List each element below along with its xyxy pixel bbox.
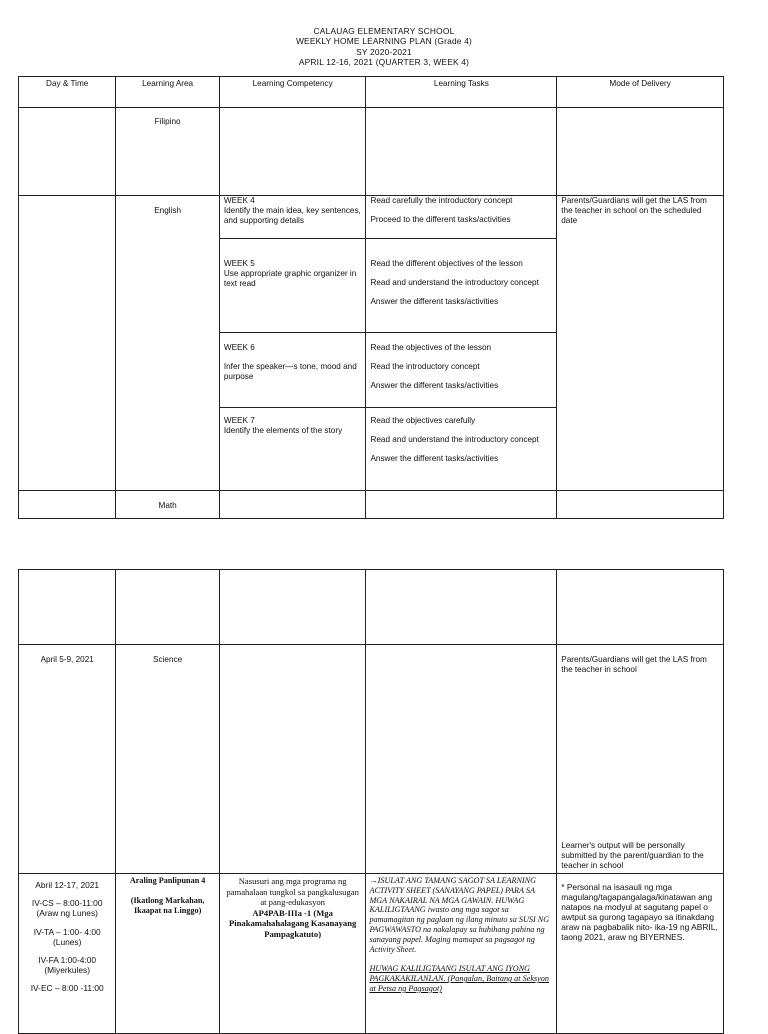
mode-english: Parents/Guardians will get the LAS from the teacher in school on the scheduled date xyxy=(557,196,724,491)
col-header-learning-area: Learning Area xyxy=(116,77,219,108)
tasks-week5: Read the different objectives of the lesson Read and understand the introductory concept Answer the different tasks/activities xyxy=(366,239,557,333)
mode-science: Parents/Guardians will get the LAS from the teacher in school Learner's output will be personally submitted by the parent/guardian to the teacher in school xyxy=(557,645,724,874)
competency-week6: WEEK 6 Infer the speaker—s tone, mood and purpose xyxy=(219,333,366,408)
table-row-science xyxy=(19,645,724,874)
document-header xyxy=(0,26,768,68)
table-row-english-week4 xyxy=(19,196,724,239)
competency-week5: WEEK 5 Use appropriate graphic organizer in text read xyxy=(219,239,366,333)
tasks-week4: Read carefully the introductory concept Proceed to the different tasks/activities xyxy=(366,196,557,239)
table-row-filipino xyxy=(19,108,724,196)
col-header-mode-of-delivery: Mode of Delivery xyxy=(557,77,724,108)
plan-date: APRIL 12-16, 2021 (QUARTER 3, WEEK 4) xyxy=(298,57,470,68)
competency-week4: WEEK 4 Identify the main idea, key sentences, and supporting details xyxy=(219,196,366,239)
table-row-math xyxy=(19,491,724,519)
tasks-araling-panlipunan: →ISULAT ANG TAMANG SAGOT SA LEARNING ACTIVITY SHEET (SANAYANG PAPEL) PARA SA MGA NAKAIRAL NA MGA GAWAIN. HUWAG KALILIGTAANG iwasto ang mga sagot sa pamamagitan ng paglaan ng ilang minuto sa SUSI NG PAGWAWASTO na nakalapay sa huhihang pahina ng sanayang papel. Maging mamapat sa pagsagot ng Activity Sheet. HUWAG KALILIGTAANG ISULAT ANG IYONG PAGKAKAKILANLAN. (Pangalan, Baitang at Seksyon at Petsa ng Pagsagot) xyxy=(366,874,557,1034)
plan-title: WEEKLY HOME LEARNING PLAN (Grade 4) xyxy=(295,36,473,47)
col-header-learning-tasks: Learning Tasks xyxy=(366,77,557,108)
area-math: Math xyxy=(116,491,219,519)
tasks-week7: Read the objectives carefully Read and understand the introductory concept Answer the different tasks/activities xyxy=(366,408,557,491)
competency-araling-panlipunan: Nasusuri ang mga programa ng pamahalaan tungkol sa pangkalusugan at pang-edukasyon AP4PAB-IIIa -1 (Mga Pinakamahahalagang Kasanayang Pampagkatuto) xyxy=(219,874,366,1034)
competency-week7: WEEK 7 Identify the elements of the story xyxy=(219,408,366,491)
day-araling-panlipunan: Abril 12-17, 2021 IV-CS – 8:00-11:00 (Araw ng Lunes) IV-TA – 1:00- 4:00 (Lunes) IV-FA 1:00-4:00 (Miyerkules) IV-EC – 8:00 -11:00 xyxy=(19,874,116,1034)
learning-plan-table-1 xyxy=(18,76,724,519)
school-name: CALAUAG ELEMENTARY SCHOOL xyxy=(313,26,455,36)
col-header-day-time: Day & Time xyxy=(19,77,116,108)
area-filipino: Filipino xyxy=(116,108,219,196)
learning-plan-table-2 xyxy=(18,569,724,1034)
area-araling-panlipunan: Araling Panlipunan 4 (Ikatlong Markahan, Ikaapat na Linggo) xyxy=(116,874,219,1034)
tasks-week6: Read the objectives of the lesson Read the introductory concept Answer the different tasks/activities xyxy=(366,333,557,408)
table-row-araling-panlipunan xyxy=(19,874,724,1034)
table-row-blank xyxy=(19,570,724,645)
school-year: SY 2020-2021 xyxy=(356,46,412,57)
mode-araling-panlipunan: * Personal na isasauli ng mga magulang/tagapangalaga/kinatawan ang natapos na modyul at sagutang papel o awtput sa gurong tagapayo sa itinakdang araw na pagbabalik nito- ika-19 ng ABRIL, taong 2021, araw ng BIYERNES. xyxy=(557,874,724,1034)
day-science: April 5-9, 2021 xyxy=(19,645,116,874)
area-science: Science xyxy=(116,645,219,874)
area-english: English xyxy=(116,196,219,491)
col-header-learning-competency: Learning Competency xyxy=(219,77,366,108)
table-header-row xyxy=(19,77,724,108)
